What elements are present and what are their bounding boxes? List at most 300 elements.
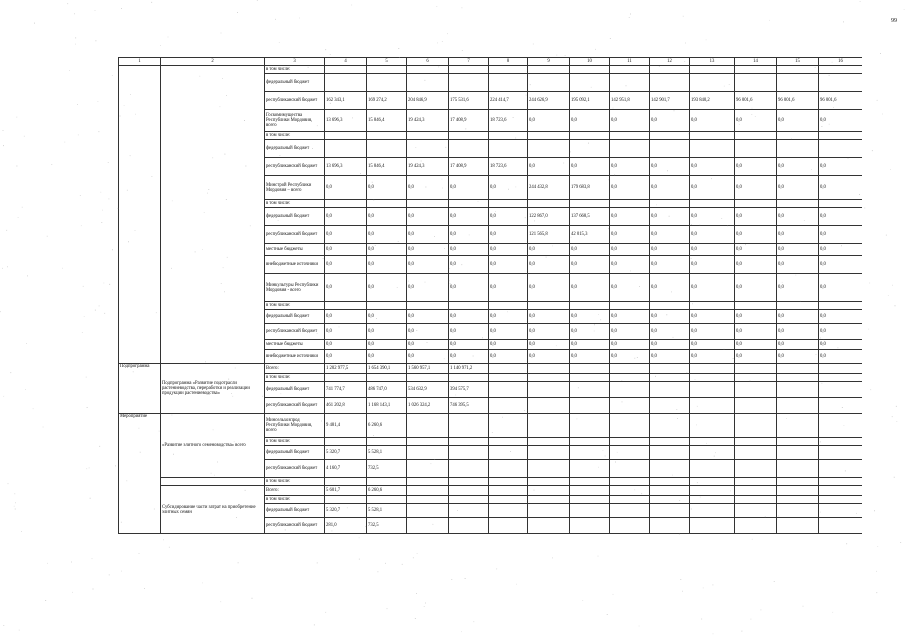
scan-speck <box>16 117 17 118</box>
value-cell: 0,0 <box>528 256 570 274</box>
value-cell: 5 528,1 <box>367 446 407 460</box>
value-cell <box>570 460 610 478</box>
funding-source-label: федеральный бюджет <box>265 74 325 92</box>
scan-speck <box>98 101 99 102</box>
value-cell <box>407 438 449 446</box>
value-cell <box>690 382 735 398</box>
value-cell <box>570 140 610 158</box>
value-cell: 0,0 <box>735 176 777 200</box>
value-cell <box>610 460 650 478</box>
value-cell <box>735 414 777 438</box>
value-cell <box>570 446 610 460</box>
value-cell <box>610 200 650 208</box>
value-cell <box>407 486 449 496</box>
scan-speck <box>99 306 100 307</box>
funding-source-label: в том числе: <box>265 496 325 504</box>
value-cell <box>650 414 690 438</box>
value-cell <box>819 478 863 486</box>
value-cell: 1 026 324,2 <box>407 398 449 414</box>
value-cell: 0,0 <box>777 310 819 324</box>
value-cell <box>735 496 777 504</box>
scan-speck <box>93 589 94 590</box>
value-cell: 0,0 <box>777 226 819 244</box>
column-number: 1 <box>119 58 161 66</box>
value-cell: 195 092,1 <box>570 92 610 110</box>
value-cell: 0,0 <box>777 350 819 364</box>
scan-speck <box>78 135 79 136</box>
value-cell: 0,0 <box>777 244 819 256</box>
value-cell <box>690 374 735 382</box>
value-cell <box>777 132 819 140</box>
value-cell <box>489 382 528 398</box>
funding-source-label: республиканский бюджет <box>265 398 325 414</box>
value-cell <box>407 478 449 486</box>
scan-speck <box>3 625 4 626</box>
value-cell: 0,0 <box>367 176 407 200</box>
value-cell: 0,0 <box>449 340 489 350</box>
value-cell: 13 696,3 <box>325 110 367 132</box>
scan-speck <box>81 225 82 226</box>
value-cell: 0,0 <box>570 244 610 256</box>
value-cell <box>449 496 489 504</box>
value-cell: 0,0 <box>819 274 863 302</box>
value-cell: 0,0 <box>407 208 449 226</box>
value-cell: 732,5 <box>367 460 407 478</box>
value-cell: 0,0 <box>449 324 489 340</box>
value-cell: 6 260,6 <box>367 486 407 496</box>
value-cell <box>528 496 570 504</box>
scan-speck <box>15 502 16 503</box>
column-number: 12 <box>650 58 690 66</box>
value-cell <box>489 460 528 478</box>
value-cell <box>610 398 650 414</box>
value-cell <box>610 496 650 504</box>
scan-speck <box>892 285 893 286</box>
value-cell <box>407 518 449 534</box>
value-cell: 0,0 <box>325 176 367 200</box>
scan-speck <box>26 343 27 344</box>
value-cell: 0,0 <box>610 244 650 256</box>
value-cell: 0,0 <box>449 176 489 200</box>
value-cell: 394 575,7 <box>449 382 489 398</box>
funding-source-label: местные бюджеты <box>265 340 325 350</box>
value-cell <box>735 460 777 478</box>
value-cell <box>777 438 819 446</box>
funding-source-label: федеральный бюджет <box>265 504 325 518</box>
value-cell: 0,0 <box>367 244 407 256</box>
scan-speck <box>62 268 63 269</box>
value-cell <box>690 518 735 534</box>
funding-source-label: федеральный бюджет <box>265 208 325 226</box>
value-cell <box>407 200 449 208</box>
value-cell: 0,0 <box>819 244 863 256</box>
value-cell <box>367 140 407 158</box>
value-cell: 0,0 <box>819 310 863 324</box>
scan-speck <box>882 114 883 115</box>
value-cell: 0,0 <box>735 310 777 324</box>
value-cell <box>777 382 819 398</box>
column-number: 5 <box>367 58 407 66</box>
value-cell: 0,0 <box>367 208 407 226</box>
scan-speck <box>72 592 73 593</box>
scan-speck <box>14 506 15 507</box>
funding-source-label: республиканский бюджет <box>265 518 325 534</box>
value-cell <box>407 496 449 504</box>
value-cell <box>610 486 650 496</box>
value-cell: 0,0 <box>735 274 777 302</box>
value-cell: 0,0 <box>735 158 777 176</box>
budget-table <box>118 57 862 534</box>
value-cell: 0,0 <box>690 244 735 256</box>
value-cell <box>489 302 528 310</box>
value-cell <box>570 438 610 446</box>
scan-speck <box>95 310 96 311</box>
scan-speck <box>75 38 76 39</box>
value-cell <box>819 74 863 92</box>
value-cell <box>777 504 819 518</box>
value-cell <box>570 66 610 74</box>
value-cell <box>449 302 489 310</box>
value-cell: 0,0 <box>650 324 690 340</box>
value-cell <box>570 132 610 140</box>
value-cell <box>570 486 610 496</box>
value-cell: 0,0 <box>690 340 735 350</box>
table-row <box>119 414 863 438</box>
value-cell <box>528 414 570 438</box>
column-number: 11 <box>610 58 650 66</box>
value-cell: 0,0 <box>489 208 528 226</box>
funding-source-label: республиканский бюджет <box>265 158 325 176</box>
value-cell: 0,0 <box>489 176 528 200</box>
value-cell: 0,0 <box>528 110 570 132</box>
value-cell <box>777 478 819 486</box>
page-number: 99 <box>891 18 897 24</box>
value-cell: 0,0 <box>735 256 777 274</box>
scan-speck <box>2 268 3 269</box>
value-cell <box>690 504 735 518</box>
value-cell <box>325 302 367 310</box>
scan-speck <box>43 427 44 428</box>
value-cell: 0,0 <box>367 274 407 302</box>
scan-speck <box>683 16 684 17</box>
value-cell <box>690 364 735 374</box>
value-cell <box>528 486 570 496</box>
column-number: 13 <box>690 58 735 66</box>
program-name-cell <box>161 66 265 364</box>
value-cell <box>449 74 489 92</box>
scan-speck <box>442 41 443 42</box>
value-cell <box>777 496 819 504</box>
scan-speck <box>533 44 534 45</box>
scan-speck <box>92 558 93 559</box>
value-cell: 0,0 <box>735 244 777 256</box>
value-cell: 0,0 <box>777 158 819 176</box>
table-row <box>119 478 863 486</box>
value-cell: 0,0 <box>610 340 650 350</box>
value-cell <box>735 74 777 92</box>
value-cell: 193 840,2 <box>690 92 735 110</box>
funding-source-label: в том числе: <box>265 374 325 382</box>
value-cell <box>367 302 407 310</box>
scan-speck <box>565 55 566 56</box>
value-cell: 0,0 <box>777 176 819 200</box>
value-cell: 175 531,6 <box>449 92 489 110</box>
value-cell: 0,0 <box>819 176 863 200</box>
value-cell <box>777 446 819 460</box>
scan-speck <box>51 164 52 165</box>
value-cell: 0,0 <box>407 310 449 324</box>
value-cell: 0,0 <box>528 158 570 176</box>
value-cell <box>570 382 610 398</box>
value-cell <box>407 66 449 74</box>
scan-speck <box>75 44 76 45</box>
value-cell: 0,0 <box>570 350 610 364</box>
value-cell <box>650 132 690 140</box>
value-cell <box>610 414 650 438</box>
scan-speck <box>869 283 870 284</box>
value-cell <box>690 302 735 310</box>
value-cell <box>570 398 610 414</box>
funding-source-label: Госкомимущества Республики Мордовия, всего <box>265 110 325 132</box>
value-cell <box>735 200 777 208</box>
column-number: 4 <box>325 58 367 66</box>
scan-speck <box>69 70 70 71</box>
column-number: 7 <box>449 58 489 66</box>
value-cell <box>449 460 489 478</box>
value-cell: 169 274,2 <box>367 92 407 110</box>
value-cell: 0,0 <box>367 340 407 350</box>
value-cell <box>735 486 777 496</box>
value-cell <box>735 518 777 534</box>
scan-speck <box>17 166 18 167</box>
value-cell: 0,0 <box>489 350 528 364</box>
value-cell <box>690 140 735 158</box>
value-cell: 0,0 <box>650 176 690 200</box>
value-cell: 18 723,6 <box>489 158 528 176</box>
scan-speck <box>904 9 905 10</box>
scan-speck <box>89 468 90 469</box>
value-cell: 0,0 <box>489 256 528 274</box>
value-cell <box>407 446 449 460</box>
scan-speck <box>64 142 65 143</box>
value-cell <box>489 486 528 496</box>
value-cell: 0,0 <box>407 176 449 200</box>
value-cell: 18 723,6 <box>489 110 528 132</box>
value-cell <box>407 414 449 438</box>
value-cell <box>690 438 735 446</box>
scan-speck <box>151 2 152 3</box>
scan-speck <box>279 42 280 43</box>
program-type-cell: Мероприятие <box>119 414 161 534</box>
value-cell <box>610 446 650 460</box>
scan-speck <box>870 389 871 390</box>
value-cell <box>610 66 650 74</box>
value-cell <box>407 74 449 92</box>
value-cell <box>610 518 650 534</box>
scan-speck <box>880 53 881 54</box>
funding-source-label: федеральный бюджет <box>265 140 325 158</box>
scan-speck <box>82 332 83 333</box>
value-cell: 0,0 <box>407 256 449 274</box>
value-cell <box>735 374 777 382</box>
scan-speck <box>103 283 104 284</box>
funding-source-label: в том числе: <box>265 200 325 208</box>
scan-speck <box>84 316 85 317</box>
scan-speck <box>86 468 87 469</box>
value-cell: 0,0 <box>650 256 690 274</box>
scan-speck <box>33 408 34 409</box>
value-cell: 0,0 <box>570 158 610 176</box>
funding-source-label: в том числе: <box>265 438 325 446</box>
value-cell <box>690 460 735 478</box>
scan-speck <box>71 562 72 563</box>
scan-speck <box>108 162 109 163</box>
value-cell <box>690 200 735 208</box>
value-cell <box>528 140 570 158</box>
value-cell <box>777 414 819 438</box>
scan-speck <box>447 33 448 34</box>
scan-speck <box>27 276 28 277</box>
value-cell: 0,0 <box>650 244 690 256</box>
value-cell <box>650 140 690 158</box>
value-cell: 0,0 <box>650 340 690 350</box>
value-cell: 0,0 <box>449 310 489 324</box>
value-cell: 17 408,9 <box>449 158 489 176</box>
value-cell: 0,0 <box>570 256 610 274</box>
scan-speck <box>874 510 875 511</box>
scan-speck <box>257 0 258 1</box>
funding-source-label: Минсельхозпрод Республики Мордовия, всего <box>265 414 325 438</box>
value-cell: 0,0 <box>449 256 489 274</box>
value-cell <box>489 132 528 140</box>
value-cell <box>367 496 407 504</box>
funding-source-label: федеральный бюджет <box>265 382 325 398</box>
value-cell <box>449 132 489 140</box>
value-cell: 0,0 <box>819 256 863 274</box>
column-number: 3 <box>265 58 325 66</box>
scan-speck <box>556 55 557 56</box>
value-cell: 0,0 <box>777 256 819 274</box>
scan-speck <box>18 217 19 218</box>
value-cell: 15 846,4 <box>367 110 407 132</box>
table-row <box>119 66 863 74</box>
value-cell: 0,0 <box>528 340 570 350</box>
scan-speck <box>888 295 889 296</box>
value-cell <box>449 504 489 518</box>
value-cell <box>528 200 570 208</box>
value-cell: 0,0 <box>650 208 690 226</box>
value-cell <box>528 460 570 478</box>
value-cell <box>819 382 863 398</box>
funding-source-label: республиканский бюджет <box>265 324 325 340</box>
value-cell <box>407 374 449 382</box>
value-cell <box>735 478 777 486</box>
value-cell <box>819 302 863 310</box>
value-cell <box>777 374 819 382</box>
value-cell <box>650 382 690 398</box>
value-cell <box>650 302 690 310</box>
funding-source-label: Всего: <box>265 486 325 496</box>
value-cell: 0,0 <box>650 310 690 324</box>
funding-source-label: внебюджетные источники <box>265 350 325 364</box>
value-cell <box>819 140 863 158</box>
value-cell <box>325 140 367 158</box>
scan-speck <box>80 195 81 196</box>
value-cell <box>650 374 690 382</box>
column-number: 8 <box>489 58 528 66</box>
value-cell <box>367 200 407 208</box>
value-cell <box>777 364 819 374</box>
value-cell: 142 951,8 <box>610 92 650 110</box>
value-cell <box>735 398 777 414</box>
value-cell: 0,0 <box>325 244 367 256</box>
scan-speck <box>436 6 437 7</box>
value-cell <box>570 200 610 208</box>
value-cell <box>570 504 610 518</box>
value-cell: 0,0 <box>819 350 863 364</box>
value-cell <box>489 74 528 92</box>
value-cell <box>777 140 819 158</box>
value-cell <box>489 398 528 414</box>
value-cell: 0,0 <box>570 110 610 132</box>
value-cell <box>610 140 650 158</box>
scan-speck <box>3 145 4 146</box>
scan-speck <box>877 546 878 547</box>
value-cell <box>325 200 367 208</box>
scan-speck <box>90 498 91 499</box>
value-cell: 17 408,9 <box>449 110 489 132</box>
value-cell: 179 683,8 <box>570 176 610 200</box>
program-name-cell: Субсидирование части затрат на приобретение элитных семян <box>161 486 265 534</box>
value-cell: 746 395,5 <box>449 398 489 414</box>
value-cell: 121 565,8 <box>528 226 570 244</box>
scan-speck <box>14 493 15 494</box>
value-cell: 0,0 <box>610 256 650 274</box>
value-cell: 15 846,4 <box>367 158 407 176</box>
value-cell <box>735 504 777 518</box>
scan-speck <box>462 50 463 51</box>
column-number: 6 <box>407 58 449 66</box>
scan-speck <box>890 169 891 170</box>
scan-speck <box>21 531 22 532</box>
scan-speck <box>95 10 96 11</box>
value-cell: 0,0 <box>610 350 650 364</box>
scan-speck <box>595 49 596 50</box>
value-cell: 741 774,7 <box>325 382 367 398</box>
scan-speck <box>892 416 893 417</box>
value-cell <box>528 374 570 382</box>
scan-speck <box>8 483 9 484</box>
value-cell <box>690 398 735 414</box>
scan-speck <box>894 477 895 478</box>
value-cell <box>650 478 690 486</box>
value-cell <box>489 66 528 74</box>
value-cell: 0,0 <box>690 208 735 226</box>
funding-source-label: местные бюджеты <box>265 244 325 256</box>
value-cell <box>690 74 735 92</box>
scan-speck <box>843 22 844 23</box>
scan-speck <box>45 600 46 601</box>
scan-speck <box>610 38 611 39</box>
program-type-cell: Подпрограмма <box>119 364 161 414</box>
value-cell <box>489 504 528 518</box>
funding-source-label: федеральный бюджет <box>265 446 325 460</box>
value-cell: 0,0 <box>819 158 863 176</box>
value-cell <box>777 74 819 92</box>
value-cell: 0,0 <box>528 274 570 302</box>
value-cell: 0,0 <box>570 310 610 324</box>
value-cell <box>407 140 449 158</box>
